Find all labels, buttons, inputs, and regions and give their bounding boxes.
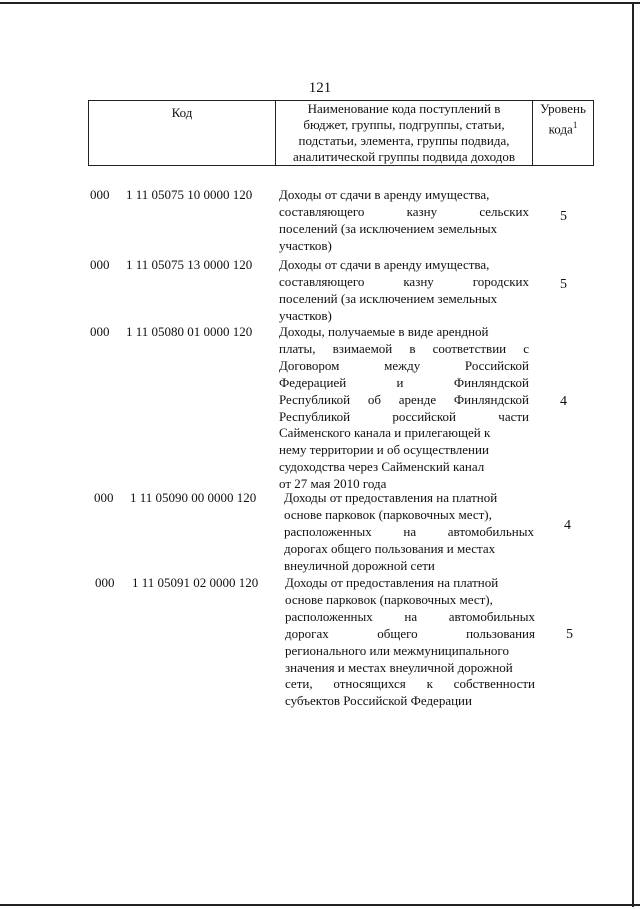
row-name-line: Сайменского канала и прилегающей к <box>279 425 491 441</box>
row-name-line: поселений (за исключением земельных <box>279 220 498 236</box>
row-name-line: Доходы от предоставления на платной <box>284 490 498 505</box>
row-name-line: дорогах общего пользования <box>285 625 535 641</box>
row-name-line: значения и местах внеуличной дорожной <box>285 659 513 675</box>
row-prefix: 000 <box>90 187 110 202</box>
row-name <box>279 187 529 255</box>
row-name-line: Республикой российской части <box>279 408 529 424</box>
header-name-line: подстатьи, элемента, группы подвида, <box>298 133 510 148</box>
header-level-label: Уровень <box>540 101 586 116</box>
row-name <box>279 257 529 325</box>
header-code-label: Код <box>171 105 193 120</box>
row-name-line: Доходы, получаемые в виде арендной <box>279 324 489 339</box>
row-name-line: участков) <box>279 237 332 253</box>
header-level-cell <box>533 101 594 166</box>
header-level-label-2: кода <box>548 121 573 137</box>
row-name-line: расположенных на автомобильных <box>284 523 534 539</box>
row-level: 5 <box>560 209 567 224</box>
row-name <box>285 575 535 710</box>
row-name-line: дорогах общего пользования и местах <box>284 540 496 556</box>
row-name-line: регионального или межмуниципального <box>285 642 509 658</box>
row-name-line: внеуличной дорожной сети <box>284 557 435 573</box>
header-name-line: Наименование кода поступлений в <box>307 101 501 116</box>
row-name-line: Федерацией и Финляндской <box>279 374 529 390</box>
row-level: 4 <box>560 394 567 409</box>
row-name-line: расположенных на автомобильных <box>285 608 535 624</box>
row-level: 4 <box>564 518 571 533</box>
row-name-line: Республикой об аренде Финляндской <box>279 391 529 407</box>
row-name-line: основе парковок (парковочных мест), <box>285 591 493 607</box>
header-name-cell <box>276 101 533 166</box>
row-code: 1 11 05091 02 0000 120 <box>132 575 259 590</box>
row-name-line: Доходы от предоставления на платной <box>285 575 499 590</box>
footnote-mark: 1 <box>572 120 578 130</box>
header-name-line: бюджет, группы, подгруппы, статьи, <box>303 117 505 132</box>
row-name-line: нему территории и об осуществлении <box>279 442 489 458</box>
row-code: 1 11 05075 13 0000 120 <box>126 257 253 272</box>
row-code: 1 11 05090 00 0000 120 <box>130 490 257 505</box>
row-level: 5 <box>560 277 567 292</box>
row-name-line: составляющего казну городских <box>279 273 529 289</box>
page-number: 121 <box>308 80 332 96</box>
scan-border-bottom <box>0 904 640 906</box>
row-name-line: Договором между Российской <box>279 357 529 373</box>
row-name-line: сети, относящихся к собственности <box>285 676 535 692</box>
row-prefix: 000 <box>94 490 114 505</box>
row-name-line: субъектов Российской Федерации <box>285 693 472 709</box>
row-name <box>284 490 534 575</box>
row-code: 1 11 05080 01 0000 120 <box>126 324 253 339</box>
row-name-line: платы, взимаемой в соответствии с <box>279 340 529 356</box>
scan-border-right <box>632 2 634 907</box>
row-name-line: поселений (за исключением земельных <box>279 290 498 306</box>
row-prefix: 000 <box>95 575 115 590</box>
row-level: 5 <box>566 627 573 642</box>
row-code: 1 11 05075 10 0000 120 <box>126 187 253 202</box>
row-name-line: основе парковок (парковочных мест), <box>284 506 492 522</box>
row-prefix: 000 <box>90 257 110 272</box>
row-name-line: составляющего казну сельских <box>279 203 529 219</box>
row-prefix: 000 <box>90 324 110 339</box>
row-name-line: Доходы от сдачи в аренду имущества, <box>279 187 490 202</box>
row-name <box>279 324 529 493</box>
column-header-table <box>88 100 594 166</box>
row-name-line: Доходы от сдачи в аренду имущества, <box>279 257 490 272</box>
header-name-line: аналитической группы подвида доходов <box>292 149 516 164</box>
row-name-line: судоходства через Сайменский канал <box>279 459 485 475</box>
header-code-cell <box>89 101 276 166</box>
row-name-line: от 27 мая 2010 года <box>279 476 387 492</box>
row-name-line: участков) <box>279 307 332 323</box>
scan-border-top <box>0 2 640 4</box>
